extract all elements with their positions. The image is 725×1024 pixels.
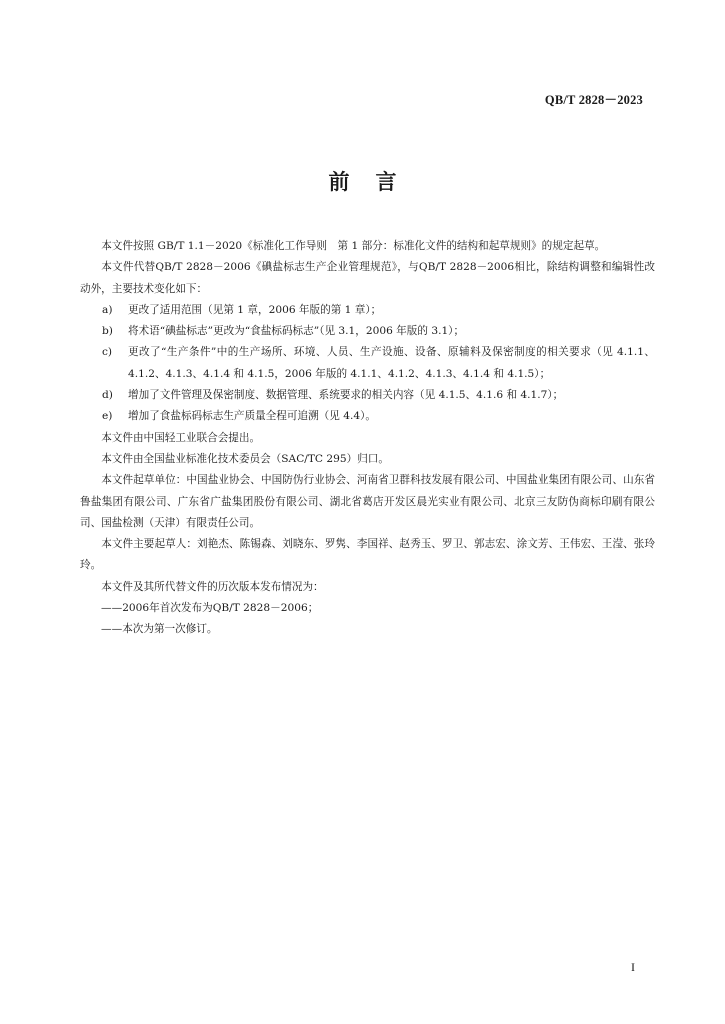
change-item-text: 更改了适用范围（见第 1 章，2006 年版的第 1 章）； bbox=[128, 303, 382, 316]
change-item-text: 增加了文件管理及保密制度、数据管理、系统要求的相关内容（见 4.1.5、4.1.6 和 4.1.7）； bbox=[128, 389, 564, 402]
paragraph-proposed-by: 本文件由中国轻工业联合会提出。 bbox=[101, 431, 261, 444]
paragraph-history-intro: 本文件及其所代替文件的历次版本发布情况为： bbox=[101, 580, 324, 593]
page-title: 前言 bbox=[328, 170, 423, 194]
change-item-d bbox=[80, 385, 655, 406]
paragraph-drafters: 本文件主要起草人：刘艳杰、陈锡森、刘晓东、罗隽、李国祥、赵秀玉、罗卫、郭志宏、涂文芳、王伟宏、王滢、张玲玲。 bbox=[80, 538, 655, 572]
change-item-label: a) bbox=[102, 303, 113, 316]
change-item-c bbox=[80, 342, 655, 385]
standard-number: QB/T 2828－2023 bbox=[544, 93, 643, 107]
change-item-a bbox=[80, 300, 655, 321]
change-item-label: b) bbox=[102, 325, 113, 338]
history-item-first: ——2006年首次发布为QB/T 2828－2006； bbox=[101, 602, 319, 615]
change-item-text: 更改了“生产条件”中的生产场所、环境、人员、生产设施、设备、原辅料及保密制度的相关要求（见 4.1.1、4.1.2、4.1.3、4.1.4 和 4.1.5，2006 年版的 4.1.1、4.1.2、4.1.3、4.1.4 和 4.1.5）； bbox=[128, 346, 655, 380]
page-number: I bbox=[631, 960, 635, 974]
change-item-text: 将术语“碘盐标志”更改为“食盐标码标志”（见 3.1，2006 年版的 3.1）； bbox=[128, 325, 465, 338]
change-item-text: 增加了食盐标码标志生产质量全程可追溯（见 4.4）。 bbox=[128, 410, 376, 423]
paragraph-drafting-rules: 本文件按照 GB/T 1.1－2020《标准化工作导则 第 1 部分：标准化文件的结构和起草规则》的规定起草。 bbox=[101, 240, 606, 252]
paragraph-replacement: 本文件代替QB/T 2828－2006《碘盐标志生产企业管理规范》，与QB/T 2828－2006相比，除结构调整和编辑性改动外，主要技术变化如下： bbox=[80, 261, 655, 295]
foreword-body bbox=[80, 236, 655, 641]
change-item-label: c) bbox=[102, 346, 113, 359]
change-item-b bbox=[80, 321, 655, 342]
change-item-e bbox=[80, 406, 655, 427]
paragraph-managed-by: 本文件由全国盐业标准化技术委员会（SAC/TC 295）归口。 bbox=[101, 452, 389, 465]
change-item-label: e) bbox=[102, 410, 113, 423]
change-item-label: d) bbox=[102, 389, 113, 402]
history-item-current: ——本次为第一次修订。 bbox=[101, 623, 218, 636]
paragraph-drafting-units: 本文件起草单位：中国盐业协会、中国防伪行业协会、河南省卫群科技发展有限公司、中国盐业集团有限公司、山东省鲁盐集团有限公司、广东省广盐集团股份有限公司、湖北省葛店开发区晨光实业有限公司、北京三友防伪商标印刷有限公司、国盐检测（天津）有限责任公司。 bbox=[80, 474, 655, 529]
